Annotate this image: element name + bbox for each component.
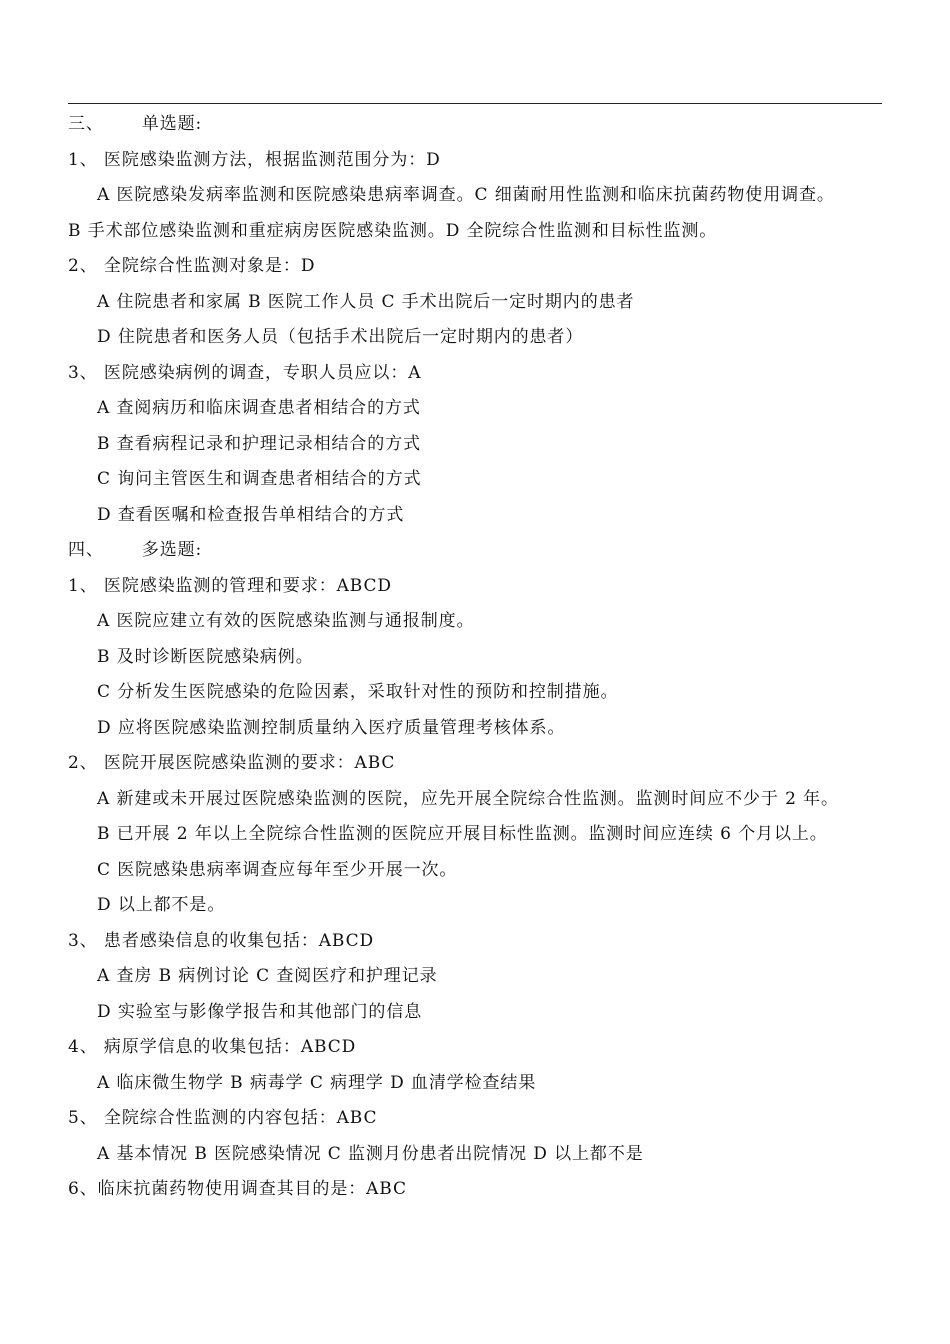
question-option: B 及时诊断医院感染病例。 xyxy=(97,646,314,667)
question-option: B 已开展 2 年以上全院综合性监测的医院应开展目标性监测。监测时间应连续 6 个月以上。 xyxy=(97,824,828,844)
section-number: 四、 xyxy=(68,540,104,560)
section-heading-single-choice xyxy=(68,107,882,143)
section-heading-multiple-choice xyxy=(68,533,882,569)
question-label: 2、 医院开展医院感染监测的要求：ABC xyxy=(68,753,396,773)
question-option: C 分析发生医院感染的危险因素，采取针对性的预防和控制措施。 xyxy=(97,682,619,702)
question-option: B 手术部位感染监测和重症病房医院感染监测。D 全院综合性监测和目标性监测。 xyxy=(68,220,718,241)
question-label: 6、临床抗菌药物使用调查其目的是：ABC xyxy=(68,1179,407,1199)
header-rule xyxy=(68,103,882,104)
question-option: D 应将医院感染监测控制质量纳入医疗质量管理考核体系。 xyxy=(97,717,566,738)
question-option: A 临床微生物学 B 病毒学 C 病理学 D 血清学检查结果 xyxy=(97,1072,537,1093)
question-option: C 询问主管医生和调查患者相结合的方式 xyxy=(97,469,422,489)
question-option: A 基本情况 B 医院感染情况 C 监测月份患者出院情况 D 以上都不是 xyxy=(97,1143,644,1164)
section-title: 多选题: xyxy=(141,540,203,560)
question-label: 2、 全院综合性监测对象是：D xyxy=(68,256,316,276)
question-option: D 实验室与影像学报告和其他部门的信息 xyxy=(97,1001,423,1022)
section-number: 三、 xyxy=(68,114,104,134)
question-option: A 查阅病历和临床调查患者相结合的方式 xyxy=(97,398,421,418)
question-option: A 住院患者和家属 B 医院工作人员 C 手术出院后一定时期内的患者 xyxy=(97,291,635,312)
question-label: 5、 全院综合性监测的内容包括：ABC xyxy=(68,1108,378,1128)
question-option: B 查看病程记录和护理记录相结合的方式 xyxy=(97,433,421,454)
section-title: 单选题: xyxy=(141,114,203,134)
question-label: 1、 医院感染监测方法，根据监测范围分为：D xyxy=(68,149,441,170)
question-option: D 住院患者和医务人员（包括手术出院后一定时期内的患者） xyxy=(97,327,584,347)
question-option: A 新建或未开展过医院感染监测的医院，应先开展全院综合性监测。监测时间应不少于 2 年。 xyxy=(97,788,839,809)
question-option: A 查房 B 病例讨论 C 查阅医疗和护理记录 xyxy=(97,966,438,986)
document-body xyxy=(68,107,882,1208)
question-option: C 医院感染患病率调查应每年至少开展一次。 xyxy=(97,859,458,880)
question-option: A 医院感染发病率监测和医院感染患病率调查。C 细菌耐用性监测和临床抗菌药物使用调查。 xyxy=(97,185,835,205)
question-option: A 医院应建立有效的医院感染监测与通报制度。 xyxy=(97,611,475,631)
question-label: 1、 医院感染监测的管理和要求：ABCD xyxy=(68,575,392,596)
question-option: D 查看医嘱和检查报告单相结合的方式 xyxy=(97,504,405,525)
question-option: D 以上都不是。 xyxy=(97,895,226,915)
question-label: 4、 病原学信息的收集包括：ABCD xyxy=(68,1037,357,1057)
question-label: 3、 患者感染信息的收集包括：ABCD xyxy=(68,930,375,951)
question-label: 3、 医院感染病例的调查，专职人员应以：A xyxy=(68,362,422,383)
